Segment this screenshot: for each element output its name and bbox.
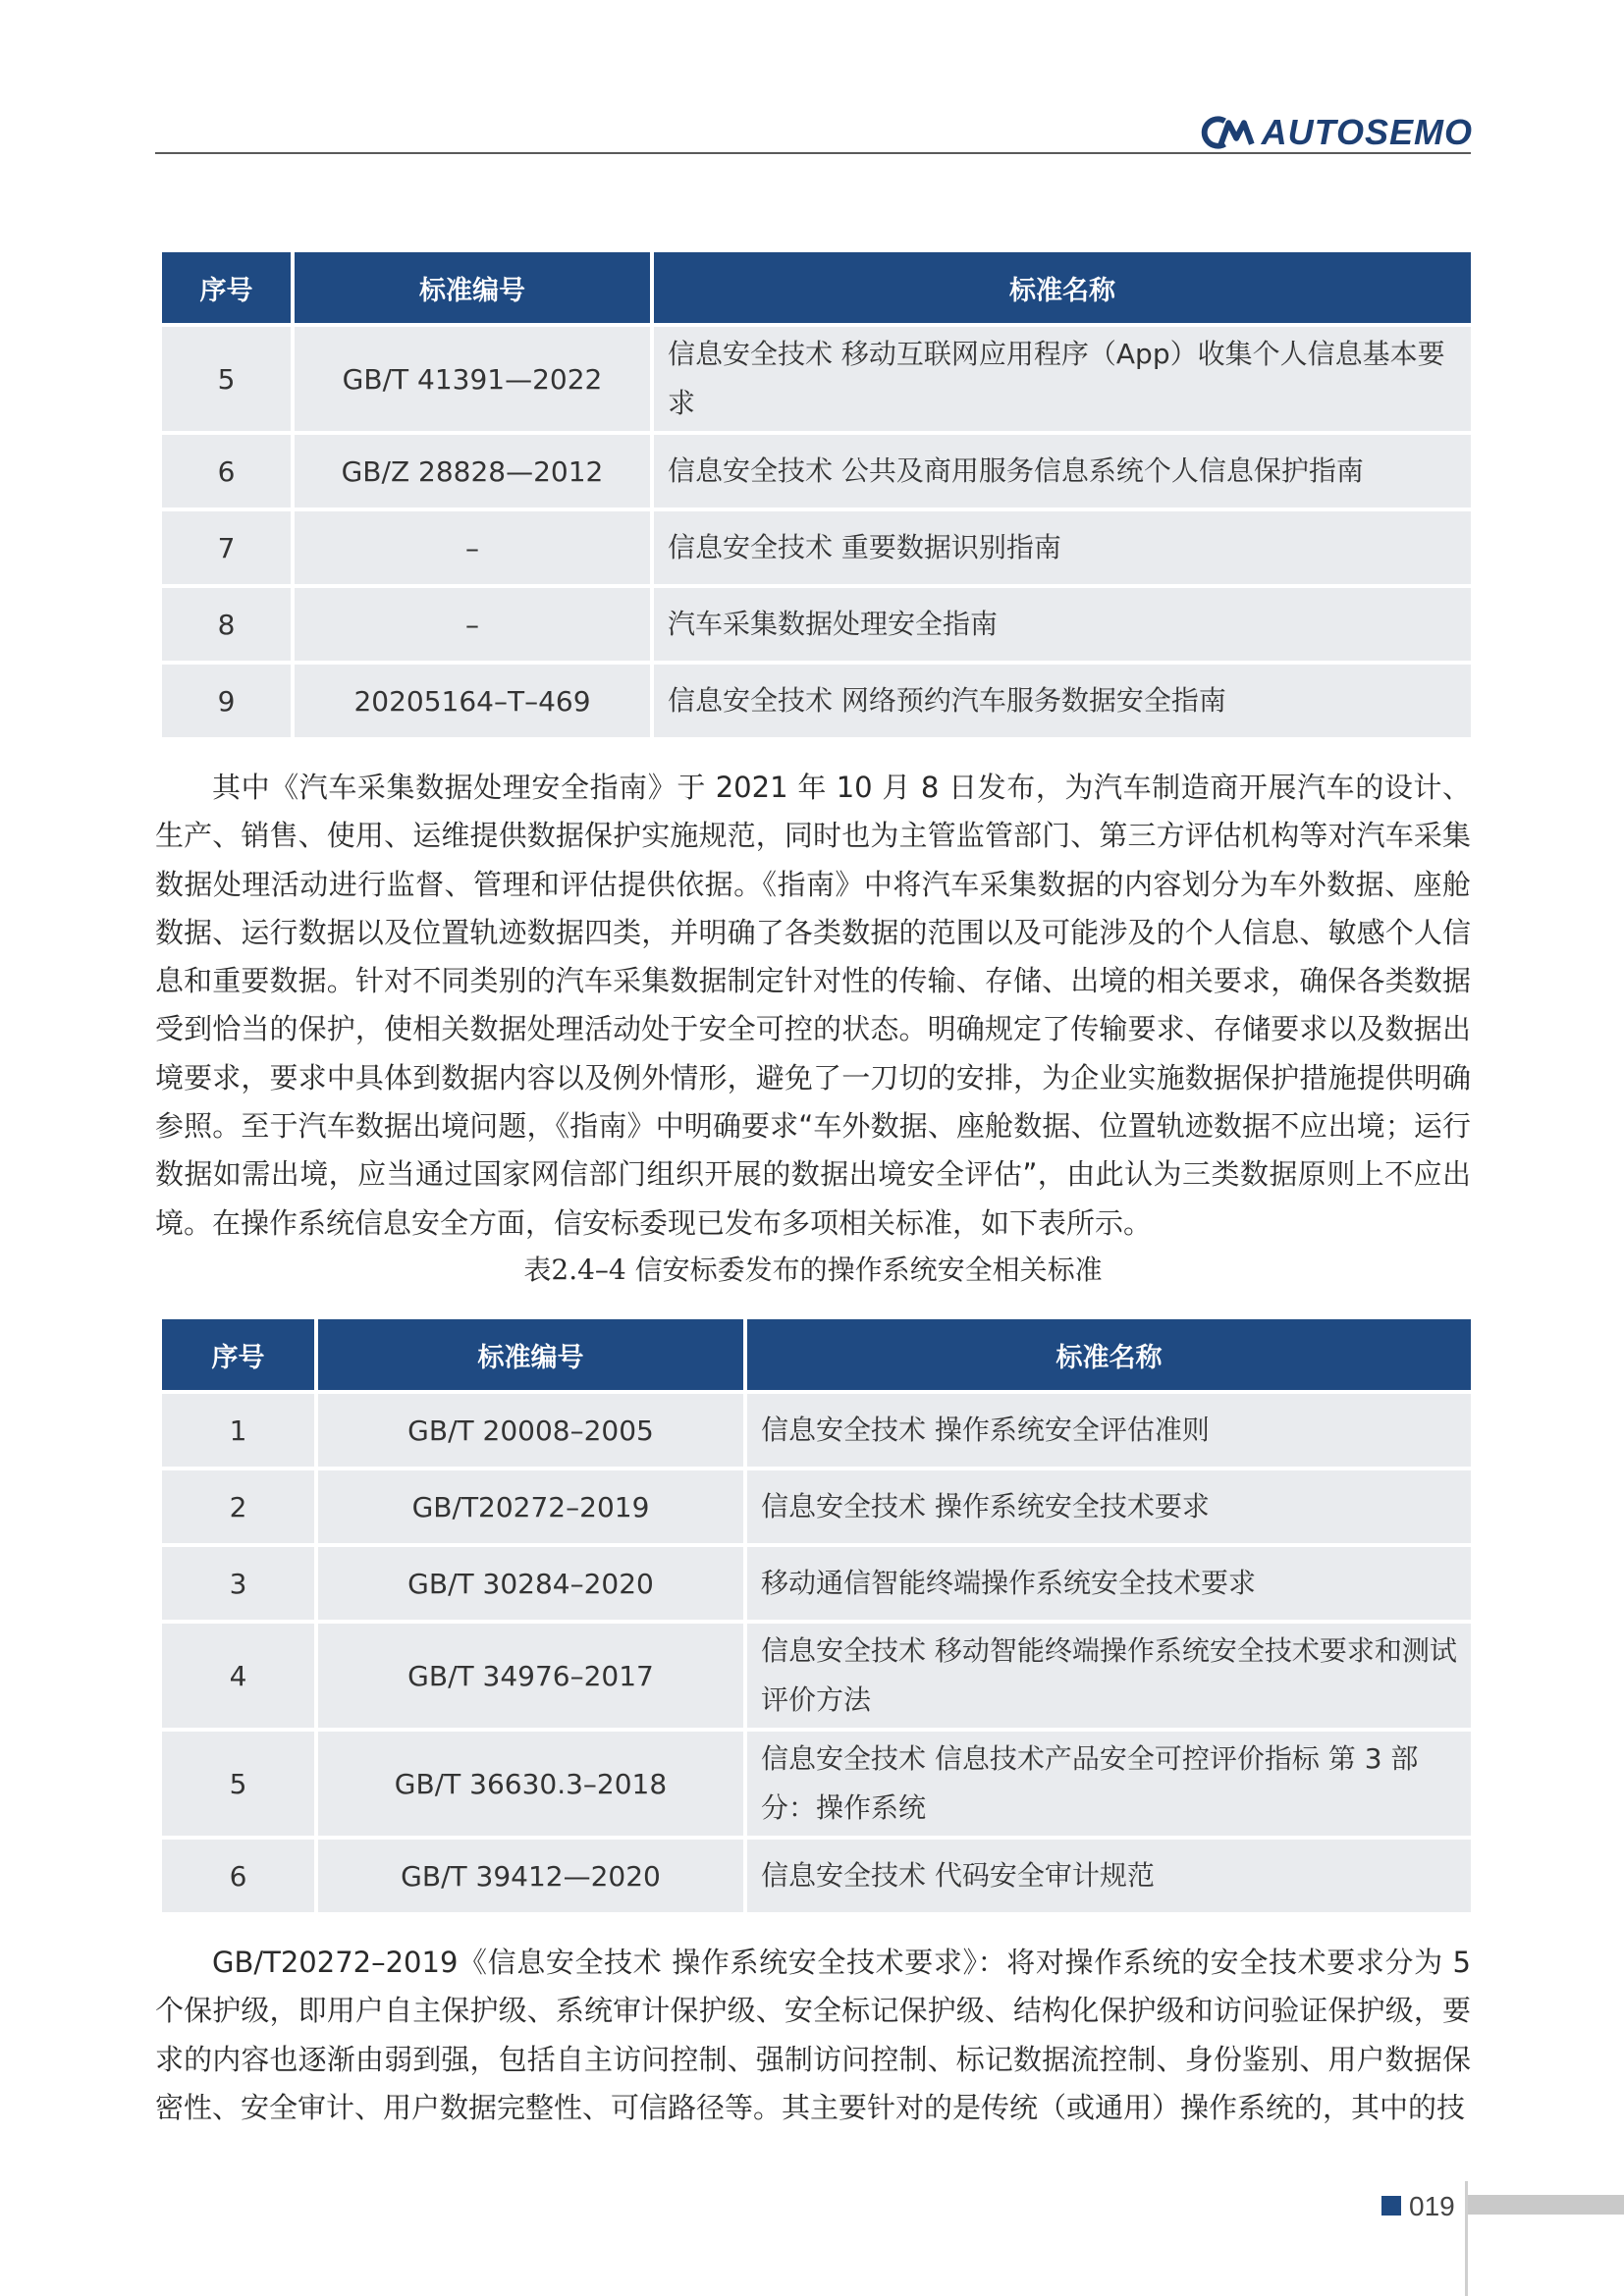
table-row [162, 1840, 1471, 1912]
cell-index: 1 [162, 1394, 314, 1467]
page-number: 019 [1409, 2191, 1455, 2221]
col-header-index: 序号 [162, 1319, 314, 1390]
cell-name: 移动通信智能终端操作系统安全技术要求 [747, 1547, 1471, 1620]
table-caption: 表2.4–4 信安标委发布的操作系统安全相关标准 [523, 1254, 1103, 1286]
cell-code: GB/T20272–2019 [318, 1470, 743, 1543]
col-header-name: 标准名称 [654, 252, 1471, 323]
cell-name: 信息安全技术 信息技术产品安全可控评价指标 第 3 部分：操作系统 [747, 1732, 1471, 1836]
col-header-code: 标准编号 [318, 1319, 743, 1390]
cell-code: GB/Z 28828—2012 [295, 435, 650, 507]
col-header-name: 标准名称 [747, 1319, 1471, 1390]
table-row [162, 665, 1471, 737]
body-paragraph: 其中《汽车采集数据处理安全指南》于 2021 年 10 月 8 日发布，为汽车制造商开展汽车的设计、生产、销售、使用、运维提供数据保护实施规范，同时也为主管监管部门、第三方评估机构等对汽车采集数据处理活动进行监督、管理和评估提供依据。《指南》中将汽车采集数据的内容划分为车外数据、座舱数据、运行数据以及位置轨迹数据四类，并明确了各类数据的范围以及可能涉及的个人信息、敏感个人信息和重要数据。针对不同类别的汽车采集数据制定针对性的传输、存储、出境的相关要求，确保各类数据受到恰当的保护，使相关数据处理活动处于安全可控的状态。明确规定了传输要求、存储要求以及数据出境要求，要求中具体到数据内容以及例外情形，避免了一刀切的安排，为企业实施数据保护措施提供明确参照。至于汽车数据出境问题，《指南》中明确要求“车外数据、座舱数据、位置轨迹数据不应出境；运行数据如需出境，应当通过国家网信部门组织开展的数据出境安全评估”，由此认为三类数据原则上不应出境。 [155, 771, 1471, 1240]
table-row [162, 327, 1471, 431]
cell-code: 20205164–T–469 [295, 665, 650, 737]
table-row [162, 1732, 1471, 1836]
cell-code: GB/T 36630.3–2018 [318, 1732, 743, 1836]
cell-code: GB/T 41391—2022 [295, 327, 650, 431]
cell-index: 4 [162, 1624, 314, 1728]
cell-code: GB/T 30284–2020 [318, 1547, 743, 1620]
col-header-code: 标准编号 [295, 252, 650, 323]
table-header-row [162, 252, 1471, 323]
body-paragraph: 在操作系统信息安全方面，信安标委现已发布多项相关标准，如下表所示。 [212, 1206, 1153, 1240]
cell-index: 6 [162, 435, 291, 507]
cell-index: 9 [162, 665, 291, 737]
footer-bar [1468, 2195, 1624, 2215]
cell-index: 5 [162, 1732, 314, 1836]
table-row [162, 435, 1471, 507]
logo-text: AUTOSEMO [1261, 112, 1473, 152]
table-row [162, 1470, 1471, 1543]
cell-name: 信息安全技术 代码安全审计规范 [747, 1840, 1471, 1912]
table-header-row [162, 1319, 1471, 1390]
cell-index: 3 [162, 1547, 314, 1620]
cell-index: 8 [162, 588, 291, 661]
footer-marker-square [1381, 2196, 1401, 2216]
table-row [162, 511, 1471, 584]
table-row [162, 588, 1471, 661]
cell-name: 信息安全技术 操作系统安全评估准则 [747, 1394, 1471, 1467]
standards-table-2 [158, 1315, 1475, 1916]
cell-index: 7 [162, 511, 291, 584]
body-paragraph: GB/T20272–2019《信息安全技术 操作系统安全技术要求》：将对操作系统的安全技术要求分为 5 个保护级，即用户自主保护级、系统审计保护级、安全标记保护级、结构化保护级和访问验证保护级，要求的内容也逐渐由弱到强，包括自主访问控制、强制访问控制、标记数据流控制、身份鉴别、用户数据保密性、安全审计、用户数据完整性、可信路径等。其主要针对的是传统（或通用）操作系统的，其中的技 [155, 1946, 1472, 2124]
table-row [162, 1394, 1471, 1467]
cell-code: GB/T 34976–2017 [318, 1624, 743, 1728]
cell-code: – [295, 588, 650, 661]
header-rule [155, 152, 1471, 154]
cell-name: 信息安全技术 移动智能终端操作系统安全技术要求和测试评价方法 [747, 1624, 1471, 1728]
cell-index: 6 [162, 1840, 314, 1912]
cell-code: GB/T 39412—2020 [318, 1840, 743, 1912]
cell-name: 信息安全技术 重要数据识别指南 [654, 511, 1471, 584]
cell-code: GB/T 20008–2005 [318, 1394, 743, 1467]
cell-code: – [295, 511, 650, 584]
col-header-index: 序号 [162, 252, 291, 323]
cell-name: 信息安全技术 公共及商用服务信息系统个人信息保护指南 [654, 435, 1471, 507]
cell-index: 2 [162, 1470, 314, 1543]
cell-name: 信息安全技术 移动互联网应用程序（App）收集个人信息基本要求 [654, 327, 1471, 431]
cm-logo-mark-icon [1200, 113, 1260, 152]
cell-index: 5 [162, 327, 291, 431]
table-row [162, 1624, 1471, 1728]
standards-table-1 [158, 248, 1475, 741]
header-logo [1200, 113, 1473, 152]
table-row [162, 1547, 1471, 1620]
cell-name: 汽车采集数据处理安全指南 [654, 588, 1471, 661]
cell-name: 信息安全技术 网络预约汽车服务数据安全指南 [654, 665, 1471, 737]
cell-name: 信息安全技术 操作系统安全技术要求 [747, 1470, 1471, 1543]
